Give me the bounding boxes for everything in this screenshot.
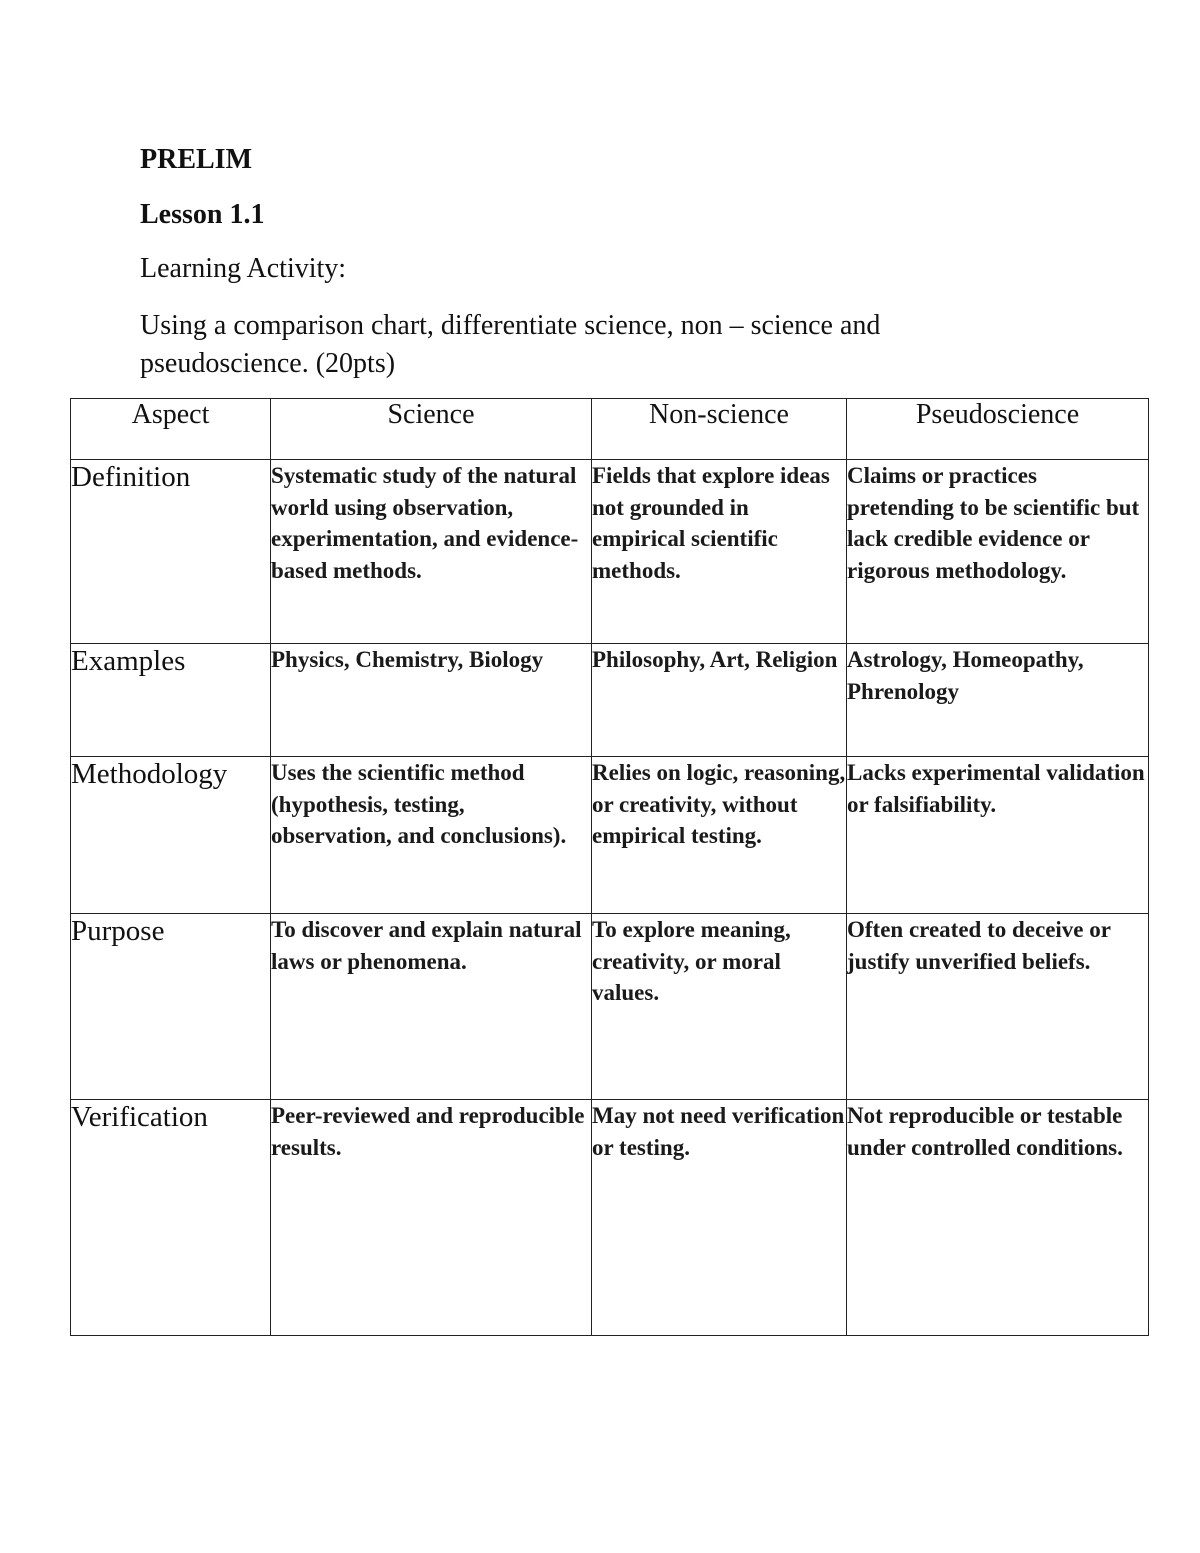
row-label: Purpose [71, 914, 271, 1100]
lesson-label: Lesson 1.1 [140, 199, 265, 230]
row-label: Examples [71, 644, 271, 757]
table-header-row [71, 399, 1149, 460]
pseudoscience-cell: Not reproducible or testable under controlled conditions. [847, 1100, 1149, 1336]
column-header-science: Science [271, 399, 592, 460]
non-science-cell: Fields that explore ideas not grounded in empirical scientific methods. [592, 460, 847, 644]
non-science-cell: Philosophy, Art, Religion [592, 644, 847, 757]
column-header-pseudoscience: Pseudoscience [847, 399, 1149, 460]
column-header-non-science: Non-science [592, 399, 847, 460]
row-label: Verification [71, 1100, 271, 1336]
row-label: Definition [71, 460, 271, 644]
non-science-cell: To explore meaning, creativity, or moral values. [592, 914, 847, 1100]
science-cell: Physics, Chemistry, Biology [271, 644, 592, 757]
table-row [71, 644, 1149, 757]
non-science-cell: Relies on logic, reasoning, or creativity, without empirical testing. [592, 757, 847, 914]
pseudoscience-cell: Claims or practices pretending to be scientific but lack credible evidence or rigorous methodology. [847, 460, 1149, 644]
instructions-text: Using a comparison chart, differentiate science, non – science and pseudoscience. (20pts) [140, 310, 881, 379]
table-row [71, 1100, 1149, 1336]
science-cell: Systematic study of the natural world using observation, experimentation, and evidence-based methods. [271, 460, 592, 644]
pseudoscience-cell: Lacks experimental validation or falsifiability. [847, 757, 1149, 914]
science-cell: Uses the scientific method (hypothesis, testing, observation, and conclusions). [271, 757, 592, 914]
comparison-table [70, 398, 1149, 1336]
column-header-aspect: Aspect [71, 399, 271, 460]
science-cell: To discover and explain natural laws or phenomena. [271, 914, 592, 1100]
document-title: PRELIM [140, 144, 252, 175]
pseudoscience-cell: Often created to deceive or justify unverified beliefs. [847, 914, 1149, 1100]
non-science-cell: May not need verification or testing. [592, 1100, 847, 1336]
table-row [71, 914, 1149, 1100]
pseudoscience-cell: Astrology, Homeopathy, Phrenology [847, 644, 1149, 757]
table-row [71, 460, 1149, 644]
row-label: Methodology [71, 757, 271, 914]
science-cell: Peer-reviewed and reproducible results. [271, 1100, 592, 1336]
activity-label: Learning Activity: [140, 253, 347, 284]
table-row [71, 757, 1149, 914]
